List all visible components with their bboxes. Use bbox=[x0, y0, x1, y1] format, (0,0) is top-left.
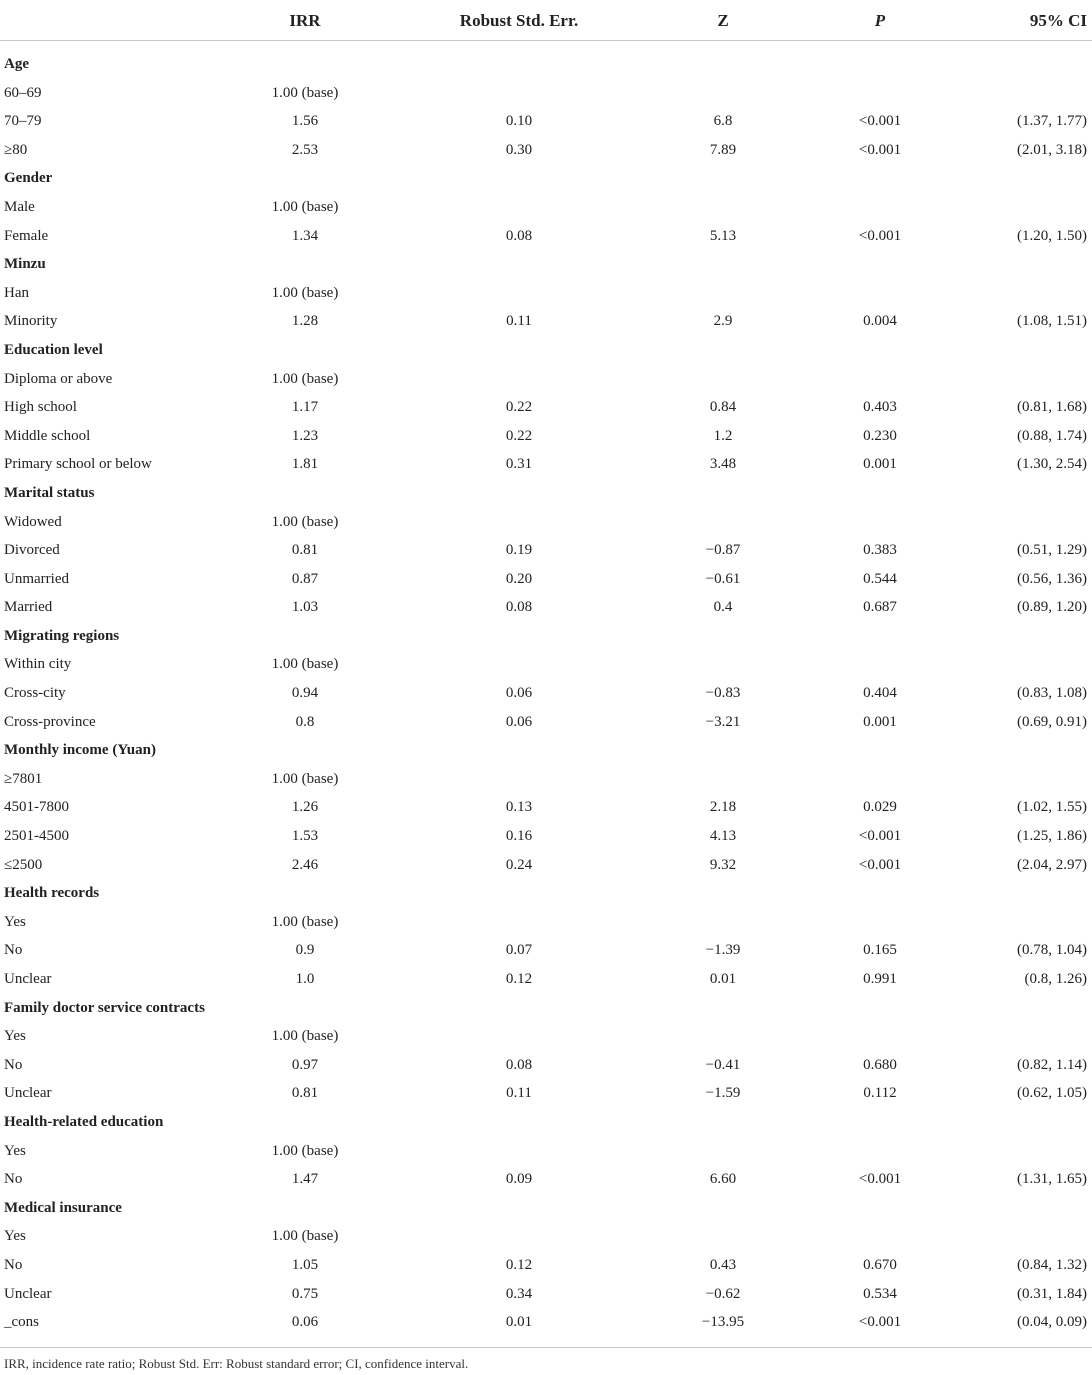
irr-cell: 1.47 bbox=[291, 1171, 319, 1188]
header-robust-std-err: Robust Std. Err. bbox=[459, 11, 579, 30]
table-row bbox=[0, 1137, 1092, 1166]
table-row bbox=[0, 936, 1092, 965]
irr-cell: 1.28 bbox=[291, 313, 319, 330]
std-err-cell: 0.16 bbox=[505, 828, 533, 845]
row-label: Unclear bbox=[4, 971, 52, 987]
p-cell: 0.991 bbox=[863, 971, 897, 987]
section-label: Migrating regions bbox=[4, 627, 120, 644]
ci-cell: (0.78, 1.04) bbox=[1017, 942, 1087, 959]
table-row bbox=[0, 393, 1092, 422]
section-heading-row bbox=[0, 250, 1092, 279]
ci-cell: (0.84, 1.32) bbox=[1017, 1256, 1087, 1273]
table-row bbox=[0, 1079, 1092, 1108]
irr-cell: 1.81 bbox=[291, 456, 319, 473]
ci-cell: (0.56, 1.36) bbox=[1017, 570, 1087, 587]
irr-cell: 1.03 bbox=[291, 599, 319, 616]
std-err-cell: 0.06 bbox=[505, 713, 533, 730]
irr-cell: 1.26 bbox=[291, 799, 319, 816]
irr-cell: 1.05 bbox=[291, 1256, 319, 1273]
table-row bbox=[0, 1222, 1092, 1251]
ci-cell: (1.30, 2.54) bbox=[1017, 456, 1087, 473]
table-bottom-rule bbox=[0, 1347, 1092, 1348]
table-row bbox=[0, 565, 1092, 594]
irr-cell: 1.00 (base) bbox=[271, 770, 339, 787]
p-cell: 0.687 bbox=[863, 599, 897, 616]
z-cell: 0.01 bbox=[709, 971, 737, 987]
row-label: No bbox=[4, 942, 23, 959]
std-err-cell: 0.22 bbox=[505, 399, 533, 416]
section-heading-row bbox=[0, 622, 1092, 651]
section-label: Marital status bbox=[4, 484, 95, 501]
irr-cell: 2.46 bbox=[291, 856, 319, 873]
table-row bbox=[0, 136, 1092, 165]
irr-cell: 1.17 bbox=[291, 399, 319, 416]
table-body bbox=[0, 50, 1092, 1337]
p-cell: 0.670 bbox=[863, 1256, 897, 1273]
std-err-cell: 0.20 bbox=[505, 570, 533, 587]
ci-cell: (0.62, 1.05) bbox=[1017, 1085, 1087, 1102]
z-cell: 7.89 bbox=[709, 141, 737, 158]
table-row bbox=[0, 107, 1092, 136]
row-label: Unclear bbox=[4, 1085, 52, 1102]
row-label: Married bbox=[4, 599, 53, 616]
header-irr: IRR bbox=[289, 11, 321, 30]
z-cell: 0.4 bbox=[713, 599, 733, 616]
z-cell: 9.32 bbox=[709, 856, 737, 873]
section-label: Monthly income (Yuan) bbox=[4, 742, 156, 759]
irr-cell: 1.00 (base) bbox=[271, 370, 339, 387]
p-cell: 0.029 bbox=[863, 799, 897, 816]
row-label: 4501-7800 bbox=[4, 799, 69, 816]
irr-cell: 0.97 bbox=[291, 1056, 319, 1073]
irr-cell: 1.56 bbox=[291, 113, 319, 130]
table-row bbox=[0, 851, 1092, 880]
irr-cell: 1.00 (base) bbox=[271, 1028, 339, 1045]
p-cell: <0.001 bbox=[858, 856, 902, 873]
ci-cell: (0.81, 1.68) bbox=[1017, 399, 1087, 416]
std-err-cell: 0.10 bbox=[505, 113, 533, 130]
row-label: Yes bbox=[4, 913, 26, 930]
irr-cell: 1.23 bbox=[291, 427, 319, 444]
row-label: Divorced bbox=[4, 542, 60, 559]
section-label: Family doctor service contracts bbox=[4, 999, 205, 1016]
row-label: Han bbox=[4, 284, 29, 301]
table-row bbox=[0, 908, 1092, 937]
z-cell: 4.13 bbox=[709, 828, 737, 845]
p-cell: <0.001 bbox=[858, 141, 902, 158]
std-err-cell: 0.19 bbox=[505, 542, 533, 559]
section-label: Age bbox=[4, 56, 29, 72]
p-cell: 0.544 bbox=[863, 570, 897, 587]
ci-cell: (0.51, 1.29) bbox=[1017, 542, 1087, 559]
ci-cell: (0.69, 0.91) bbox=[1017, 713, 1087, 730]
irr-cell: 0.87 bbox=[291, 570, 319, 587]
z-cell: 6.8 bbox=[713, 113, 733, 130]
row-label: Unmarried bbox=[4, 570, 69, 587]
z-cell: −3.21 bbox=[705, 713, 741, 730]
section-label: Education level bbox=[4, 341, 103, 358]
std-err-cell: 0.08 bbox=[505, 227, 533, 244]
ci-cell: (0.8, 1.26) bbox=[1024, 971, 1087, 987]
std-err-cell: 0.30 bbox=[505, 141, 533, 158]
irr-cell: 1.00 (base) bbox=[271, 198, 339, 215]
table-row bbox=[0, 1251, 1092, 1280]
row-label: 60–69 bbox=[4, 84, 42, 101]
ci-cell: (1.08, 1.51) bbox=[1017, 313, 1087, 330]
row-label: No bbox=[4, 1171, 23, 1188]
table-row bbox=[0, 365, 1092, 394]
irr-cell: 2.53 bbox=[291, 141, 319, 158]
std-err-cell: 0.08 bbox=[505, 1056, 533, 1073]
section-label: Minzu bbox=[4, 256, 46, 273]
section-heading-row bbox=[0, 879, 1092, 908]
ci-cell: (1.37, 1.77) bbox=[1017, 113, 1087, 130]
ci-cell: (1.25, 1.86) bbox=[1017, 828, 1087, 845]
std-err-cell: 0.01 bbox=[505, 1314, 533, 1331]
std-err-cell: 0.07 bbox=[505, 942, 533, 959]
std-err-cell: 0.06 bbox=[505, 685, 533, 702]
z-cell: 1.2 bbox=[713, 427, 733, 444]
row-label: High school bbox=[4, 399, 77, 416]
ci-cell: (2.01, 3.18) bbox=[1017, 141, 1087, 158]
ci-cell: (0.04, 0.09) bbox=[1017, 1314, 1087, 1331]
irr-cell: 1.00 (base) bbox=[271, 513, 339, 530]
table-row bbox=[0, 822, 1092, 851]
header-z: Z bbox=[717, 11, 729, 30]
table-row bbox=[0, 222, 1092, 251]
table-row bbox=[0, 1280, 1092, 1309]
row-label: No bbox=[4, 1056, 23, 1073]
row-label: Male bbox=[4, 198, 35, 215]
z-cell: 0.43 bbox=[709, 1256, 737, 1273]
p-cell: 0.534 bbox=[863, 1285, 897, 1302]
z-cell: −0.62 bbox=[705, 1285, 741, 1302]
section-label: Gender bbox=[4, 170, 53, 187]
section-heading-row bbox=[0, 50, 1092, 79]
z-cell: 3.48 bbox=[709, 456, 737, 473]
header-95-ci: 95% CI bbox=[1029, 11, 1087, 30]
table-row bbox=[0, 79, 1092, 108]
ci-cell: (1.20, 1.50) bbox=[1017, 227, 1087, 244]
z-cell: −0.61 bbox=[705, 570, 741, 587]
section-heading-row bbox=[0, 164, 1092, 193]
table-row bbox=[0, 650, 1092, 679]
p-cell: <0.001 bbox=[858, 828, 902, 845]
z-cell: 0.84 bbox=[709, 399, 737, 416]
row-label: Within city bbox=[4, 656, 72, 673]
row-label: Middle school bbox=[4, 427, 91, 444]
irr-cell: 1.00 (base) bbox=[271, 1228, 339, 1245]
irr-cell: 0.81 bbox=[291, 542, 319, 559]
ci-cell: (1.31, 1.65) bbox=[1017, 1171, 1087, 1188]
row-label: Diploma or above bbox=[4, 370, 113, 387]
std-err-cell: 0.22 bbox=[505, 427, 533, 444]
section-heading-row bbox=[0, 994, 1092, 1023]
z-cell: −0.41 bbox=[705, 1056, 741, 1073]
p-cell: 0.001 bbox=[863, 456, 897, 473]
irr-cell: 0.8 bbox=[295, 713, 315, 730]
table-row bbox=[0, 765, 1092, 794]
row-label: 70–79 bbox=[4, 113, 42, 130]
z-cell: −1.59 bbox=[705, 1085, 741, 1102]
row-label: Cross-city bbox=[4, 685, 66, 702]
p-cell: 0.165 bbox=[863, 942, 897, 959]
table-row bbox=[0, 679, 1092, 708]
p-cell: <0.001 bbox=[858, 1314, 902, 1331]
p-cell: 0.404 bbox=[863, 685, 897, 702]
z-cell: −0.87 bbox=[705, 542, 741, 559]
section-heading-row bbox=[0, 336, 1092, 365]
row-label: Primary school or below bbox=[4, 456, 152, 473]
p-cell: 0.383 bbox=[863, 542, 897, 559]
std-err-cell: 0.09 bbox=[505, 1171, 533, 1188]
z-cell: −13.95 bbox=[701, 1314, 745, 1331]
row-label: _cons bbox=[4, 1314, 39, 1331]
section-heading-row bbox=[0, 1194, 1092, 1223]
std-err-cell: 0.12 bbox=[505, 1256, 533, 1273]
z-cell: −1.39 bbox=[705, 942, 741, 959]
row-label: Unclear bbox=[4, 1285, 52, 1302]
row-label: Yes bbox=[4, 1142, 26, 1159]
std-err-cell: 0.11 bbox=[506, 1085, 532, 1102]
irr-cell: 0.94 bbox=[291, 685, 319, 702]
irr-cell: 1.53 bbox=[291, 828, 319, 845]
row-label: Cross-province bbox=[4, 713, 96, 730]
row-label: ≥80 bbox=[4, 141, 28, 158]
ci-cell: (0.82, 1.14) bbox=[1017, 1056, 1087, 1073]
row-label: No bbox=[4, 1256, 23, 1273]
row-label: ≥7801 bbox=[4, 770, 43, 787]
p-cell: 0.004 bbox=[863, 313, 897, 330]
p-cell: <0.001 bbox=[858, 227, 902, 244]
section-label: Medical insurance bbox=[4, 1199, 122, 1216]
irr-cell: 0.75 bbox=[291, 1285, 319, 1302]
irr-cell: 1.34 bbox=[291, 227, 319, 244]
ci-cell: (1.02, 1.55) bbox=[1017, 799, 1087, 816]
z-cell: 2.18 bbox=[709, 799, 737, 816]
z-cell: 5.13 bbox=[709, 227, 737, 244]
table-row bbox=[0, 1165, 1092, 1194]
z-cell: 6.60 bbox=[709, 1171, 737, 1188]
table-row bbox=[0, 279, 1092, 308]
p-cell: 0.001 bbox=[863, 713, 897, 730]
table-row bbox=[0, 307, 1092, 336]
irr-cell: 1.00 (base) bbox=[271, 1142, 339, 1159]
table-row bbox=[0, 508, 1092, 537]
row-label: ≤2500 bbox=[4, 856, 43, 873]
section-heading-row bbox=[0, 1108, 1092, 1137]
irr-cell: 1.00 (base) bbox=[271, 656, 339, 673]
section-heading-row bbox=[0, 736, 1092, 765]
p-cell: 0.680 bbox=[863, 1056, 897, 1073]
z-cell: −0.83 bbox=[705, 685, 741, 702]
table-row bbox=[0, 450, 1092, 479]
irr-cell: 0.81 bbox=[291, 1085, 319, 1102]
header-p: P bbox=[874, 11, 886, 30]
ci-cell: (0.89, 1.20) bbox=[1017, 599, 1087, 616]
table-row bbox=[0, 536, 1092, 565]
table-row bbox=[0, 593, 1092, 622]
std-err-cell: 0.13 bbox=[505, 799, 533, 816]
std-err-cell: 0.31 bbox=[505, 456, 533, 473]
irr-cell: 1.00 (base) bbox=[271, 84, 339, 101]
section-label: Health-related education bbox=[4, 1113, 164, 1130]
table-row bbox=[0, 1308, 1092, 1337]
row-label: Yes bbox=[4, 1028, 26, 1045]
section-label: Health records bbox=[4, 885, 100, 902]
table-row bbox=[0, 793, 1092, 822]
row-label: 2501-4500 bbox=[4, 828, 69, 845]
table-row bbox=[0, 1022, 1092, 1051]
ci-cell: (0.88, 1.74) bbox=[1017, 427, 1087, 444]
irr-cell: 1.00 (base) bbox=[271, 284, 339, 301]
irr-cell: 0.06 bbox=[291, 1314, 319, 1331]
std-err-cell: 0.11 bbox=[506, 313, 532, 330]
row-label: Minority bbox=[4, 313, 58, 330]
table-row bbox=[0, 193, 1092, 222]
table-row bbox=[0, 422, 1092, 451]
row-label: Yes bbox=[4, 1228, 26, 1245]
irr-cell: 1.0 bbox=[295, 971, 315, 987]
row-label: Widowed bbox=[4, 513, 62, 530]
section-heading-row bbox=[0, 479, 1092, 508]
irr-cell: 1.00 (base) bbox=[271, 913, 339, 930]
ci-cell: (2.04, 2.97) bbox=[1017, 856, 1087, 873]
std-err-cell: 0.34 bbox=[505, 1285, 533, 1302]
std-err-cell: 0.12 bbox=[505, 971, 533, 987]
ci-cell: (0.83, 1.08) bbox=[1017, 685, 1087, 702]
p-cell: 0.230 bbox=[863, 427, 897, 444]
table-row bbox=[0, 1051, 1092, 1080]
ci-cell: (0.31, 1.84) bbox=[1017, 1285, 1087, 1302]
table-footnote: IRR, incidence rate ratio; Robust Std. Err: Robust standard error; CI, confidence interval. bbox=[4, 1356, 469, 1371]
z-cell: 2.9 bbox=[713, 313, 733, 330]
p-cell: <0.001 bbox=[858, 1171, 902, 1188]
std-err-cell: 0.08 bbox=[505, 599, 533, 616]
table-row bbox=[0, 708, 1092, 737]
table-header bbox=[0, 0, 1092, 41]
irr-cell: 0.9 bbox=[295, 942, 315, 959]
row-label: Female bbox=[4, 227, 49, 244]
std-err-cell: 0.24 bbox=[505, 856, 533, 873]
p-cell: 0.403 bbox=[863, 399, 897, 416]
p-cell: <0.001 bbox=[858, 113, 902, 130]
p-cell: 0.112 bbox=[863, 1085, 897, 1102]
table-row bbox=[0, 965, 1092, 994]
